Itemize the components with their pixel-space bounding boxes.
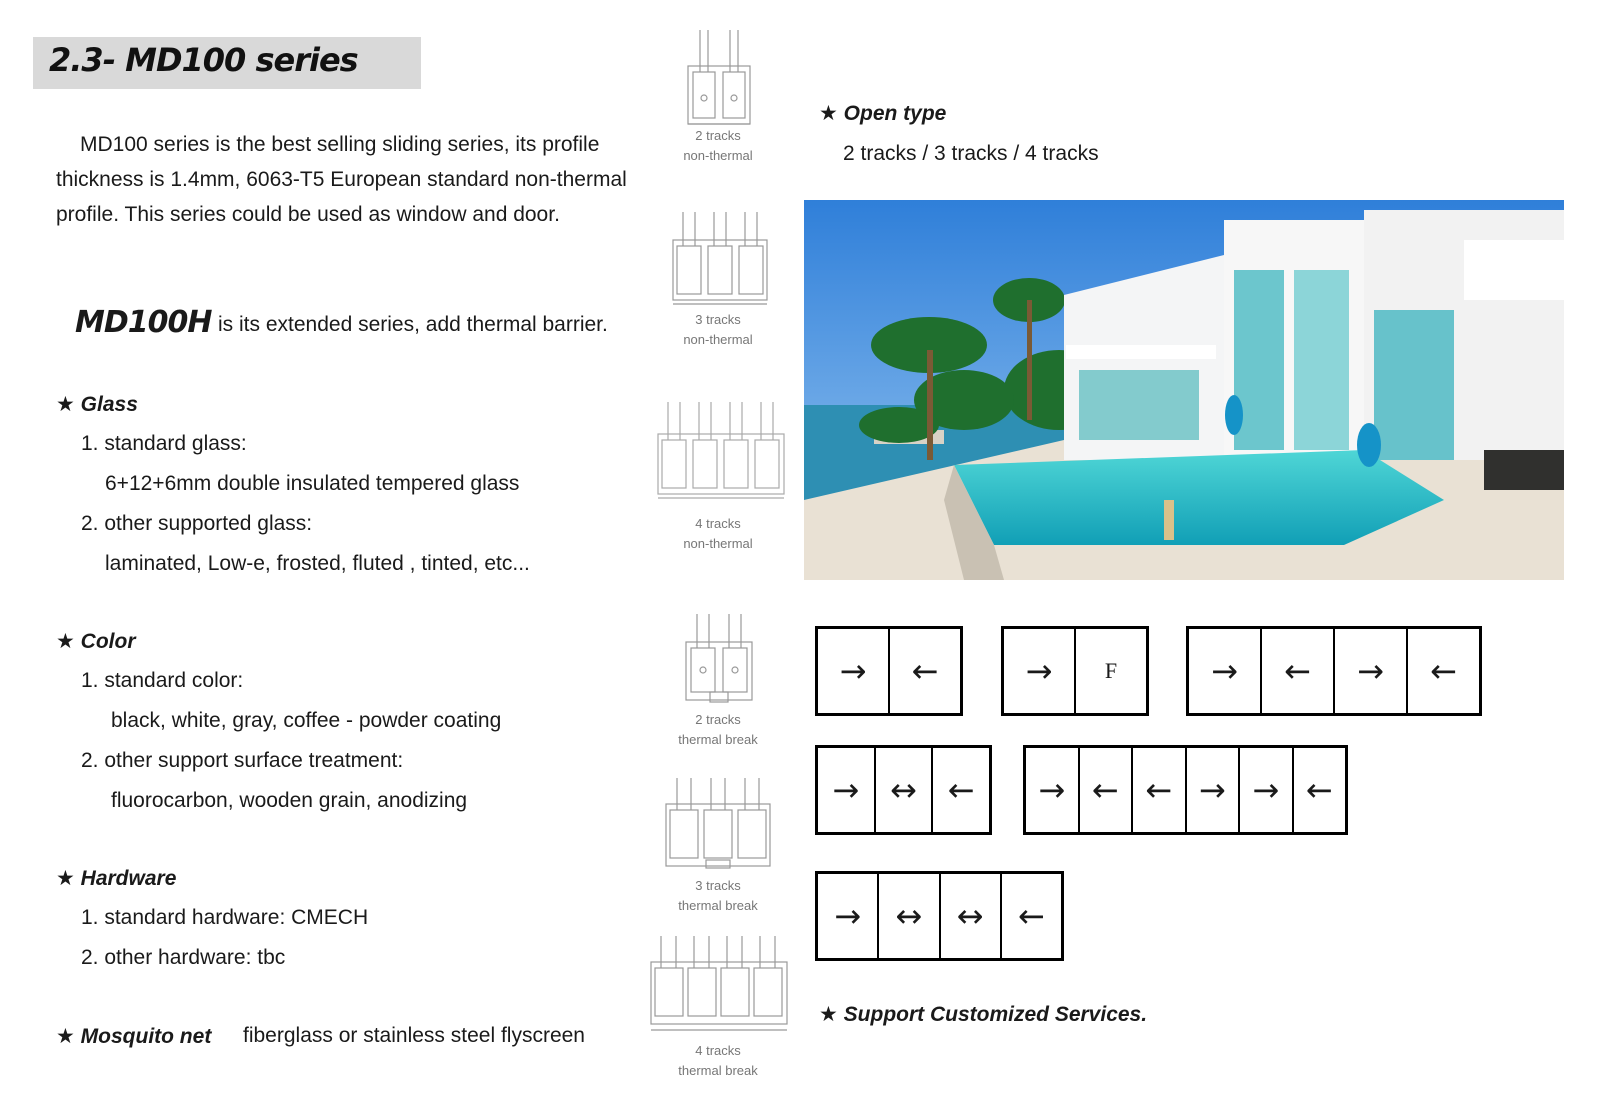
diagram-3-panel	[815, 745, 992, 835]
panel-cell: →	[818, 748, 876, 832]
panel-cell: →	[1189, 629, 1262, 713]
profile-caption	[638, 126, 798, 166]
profile-tracks: 2 tracks	[695, 712, 741, 727]
glass-item-2: 2. other supported glass:	[81, 512, 313, 535]
profile-tracks: 2 tracks	[695, 128, 741, 143]
profile-type: non-thermal	[683, 148, 753, 163]
open-type-value: 2 tracks / 3 tracks / 4 tracks	[843, 142, 1099, 165]
md100h-name: MD100H	[75, 305, 212, 340]
panel-cell: →	[1335, 629, 1408, 713]
panel-cell: ←	[1305, 771, 1333, 809]
diagram-4-panel-bi	[815, 871, 1064, 961]
color-item-2-detail: fluorocarbon, wooden grain, anodizing	[111, 789, 468, 812]
panel-cell: ↔	[876, 748, 934, 832]
panel-cell: →	[1004, 629, 1076, 713]
panel-cell: ←	[947, 771, 975, 809]
color-item-1: 1. standard color:	[81, 669, 244, 692]
support-note: ★ Support Customized Services.	[819, 1003, 1148, 1026]
profile-drawing-3-tracks-non-thermal	[671, 210, 769, 308]
profile-tracks: 4 tracks	[695, 516, 741, 531]
page-title: 2.3- MD100 series	[49, 41, 358, 79]
profile-caption	[638, 1041, 798, 1081]
profile-caption	[638, 876, 798, 916]
glass-heading: ★ Glass	[56, 393, 138, 416]
panel-cell: →	[1240, 748, 1294, 832]
panel-cell: →	[818, 629, 890, 713]
diagram-2-panel-fixed	[1001, 626, 1149, 716]
hardware-heading: ★ Hardware	[56, 867, 177, 890]
color-item-1-detail: black, white, gray, coffee - powder coating	[111, 709, 502, 732]
profile-tracks: 3 tracks	[695, 312, 741, 327]
profile-type: non-thermal	[683, 536, 753, 551]
panel-cell: ←	[1080, 748, 1134, 832]
color-item-2: 2. other support surface treatment:	[81, 749, 404, 772]
profile-drawing-4-tracks-non-thermal	[656, 400, 786, 502]
intro-paragraph: MD100 series is the best selling sliding series, its profile thickness is 1.4mm, 6063-T5 European standard non-thermal profile. This series could be used as window and door.	[56, 133, 627, 226]
panel-cell: ←	[911, 652, 939, 690]
profile-type: thermal break	[678, 1063, 758, 1078]
profile-caption	[638, 514, 798, 554]
color-heading: ★ Color	[56, 630, 136, 653]
panel-cell: →	[1026, 748, 1080, 832]
panel-cell-fixed: F	[1104, 658, 1118, 683]
panel-cell: ←	[1430, 652, 1457, 690]
panel-cell: →	[818, 874, 879, 958]
profile-drawing-3-tracks-thermal-break	[664, 776, 772, 874]
diagram-4-panel	[1186, 626, 1482, 716]
open-type-heading: ★ Open type	[819, 102, 947, 125]
profile-drawing-2-tracks-non-thermal	[686, 28, 752, 130]
profile-tracks: 4 tracks	[695, 1043, 741, 1058]
diagram-2-panel	[815, 626, 963, 716]
profile-type: thermal break	[678, 732, 758, 747]
panel-cell: →	[1187, 748, 1241, 832]
panel-cell: ←	[1133, 748, 1187, 832]
panel-cell: ↔	[879, 874, 940, 958]
profile-tracks: 3 tracks	[695, 878, 741, 893]
mosquito-value: fiberglass or stainless steel flyscreen	[243, 1024, 585, 1047]
panel-cell: ↔	[941, 874, 1002, 958]
panel-cell: ←	[1017, 897, 1045, 935]
diagram-6-panel	[1023, 745, 1348, 835]
profile-type: thermal break	[678, 898, 758, 913]
mosquito-heading: ★ Mosquito net	[56, 1025, 212, 1048]
profile-type: non-thermal	[683, 332, 753, 347]
hardware-item-2: 2. other hardware: tbc	[81, 946, 286, 969]
profile-caption	[638, 310, 798, 350]
glass-item-1-detail: 6+12+6mm double insulated tempered glass	[105, 472, 520, 495]
glass-item-2-detail: laminated, Low-e, frosted, fluted , tinted, etc...	[105, 552, 530, 575]
hardware-item-1: 1. standard hardware: CMECH	[81, 906, 369, 929]
profile-drawing-2-tracks-thermal-break	[684, 612, 754, 708]
panel-cell: ←	[1262, 629, 1335, 713]
md100h-description: is its extended series, add thermal barrier.	[218, 313, 608, 336]
villa-pool-photo	[804, 200, 1564, 580]
profile-drawing-4-tracks-thermal-break	[649, 934, 789, 1034]
glass-item-1: 1. standard glass:	[81, 432, 247, 455]
profile-caption	[638, 710, 798, 750]
